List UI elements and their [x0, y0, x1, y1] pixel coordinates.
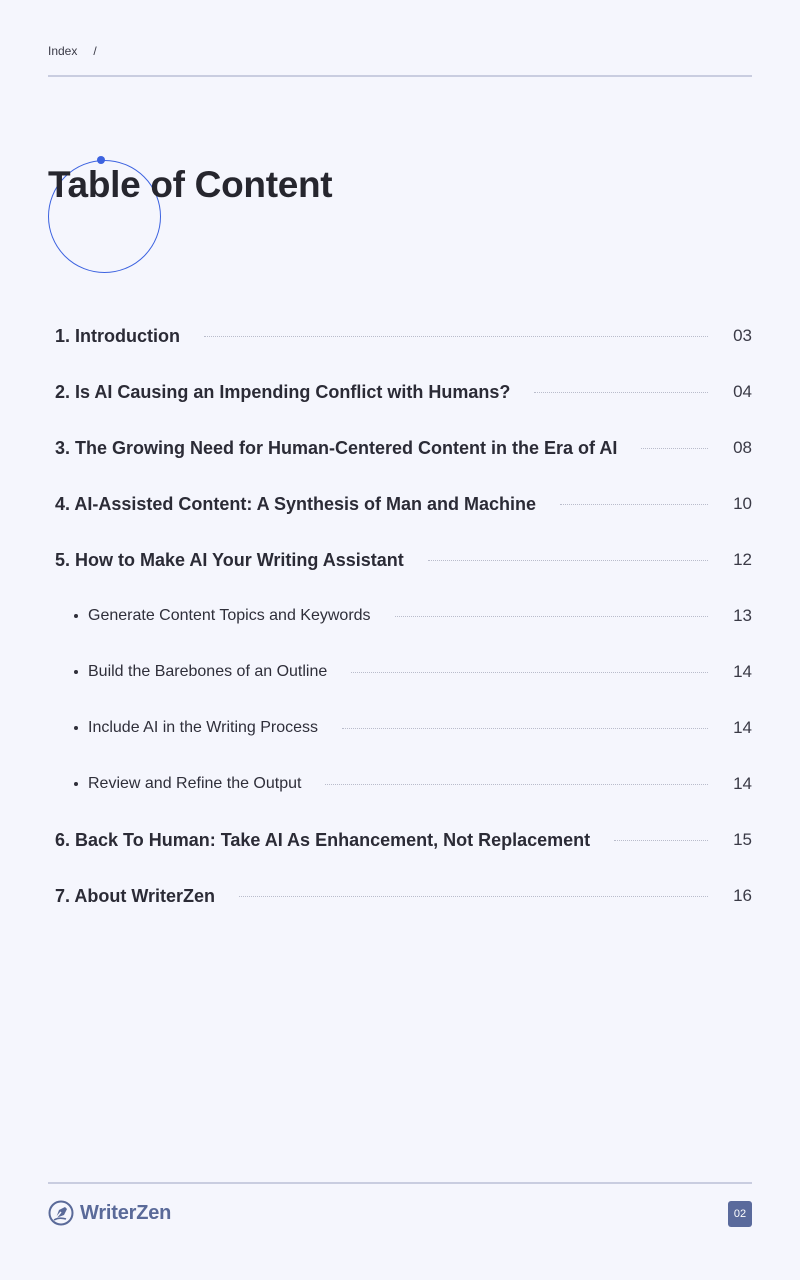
toc-entry-label: 7. About WriterZen	[55, 885, 216, 906]
dotted-leader	[342, 728, 708, 729]
dotted-leader	[534, 392, 708, 393]
toc-entry-label: 6. Back To Human: Take AI As Enhancement, Not Replacement	[55, 829, 591, 850]
dotted-leader	[428, 560, 708, 561]
toc-entry-introduction[interactable]	[55, 308, 752, 364]
bullet-icon	[74, 670, 78, 674]
toc-subentry-page: 14	[733, 718, 752, 737]
footer-divider	[48, 1182, 752, 1184]
toc-subentry-label: Generate Content Topics and Keywords	[88, 607, 371, 624]
toc-entry-writing-assistant[interactable]	[55, 532, 752, 588]
toc-subentry-page: 14	[733, 774, 752, 793]
bullet-icon	[74, 614, 78, 618]
toc-entry-label: 1. Introduction	[55, 325, 180, 346]
writerzen-logo	[48, 1200, 171, 1226]
toc-entry-ai-assisted[interactable]	[55, 476, 752, 532]
bullet-icon	[74, 726, 78, 730]
page-number-badge: 02	[728, 1201, 752, 1227]
page-header	[48, 36, 752, 77]
toc-entry-page: 04	[733, 382, 752, 401]
toc-subentry-writing-process[interactable]	[55, 700, 752, 756]
dotted-leader	[325, 784, 708, 785]
dotted-leader	[239, 896, 708, 897]
toc-entry-conflict[interactable]	[55, 364, 752, 420]
toc-entry-back-to-human[interactable]	[55, 812, 752, 868]
toc-subentry-label: Review and Refine the Output	[88, 775, 302, 792]
decorative-dot	[97, 156, 105, 164]
toc-entry-page: 12	[733, 550, 752, 569]
breadcrumb-index-link[interactable]: Index	[48, 44, 78, 58]
dotted-leader	[204, 336, 708, 337]
logo-text: WriterZen	[80, 1201, 172, 1224]
dotted-leader	[560, 504, 708, 505]
toc-subentry-label: Include AI in the Writing Process	[88, 719, 319, 736]
toc-entry-label: 5. How to Make AI Your Writing Assistant	[55, 549, 404, 570]
toc-entry-page: 08	[733, 438, 752, 457]
toc-entry-page: 10	[733, 494, 752, 513]
toc-entry-page: 03	[733, 326, 752, 345]
bullet-icon	[74, 782, 78, 786]
toc-subentry-page: 13	[733, 606, 752, 625]
table-of-contents	[55, 308, 752, 924]
breadcrumb	[48, 44, 97, 58]
page-title: Table of Content	[48, 164, 333, 205]
toc-subentry-outline[interactable]	[55, 644, 752, 700]
pen-nib-icon	[48, 1200, 74, 1226]
toc-subentry-topics-keywords[interactable]	[55, 588, 752, 644]
toc-entry-page: 16	[733, 886, 752, 905]
toc-entry-human-centered[interactable]	[55, 420, 752, 476]
dotted-leader	[351, 672, 708, 673]
toc-subentry-page: 14	[733, 662, 752, 681]
toc-entry-label: 4. AI-Assisted Content: A Synthesis of Man and Machine	[55, 493, 537, 514]
toc-entry-page: 15	[733, 830, 752, 849]
dotted-leader	[614, 840, 708, 841]
toc-entry-about-writerzen[interactable]	[55, 868, 752, 924]
toc-subentry-label: Build the Barebones of an Outline	[88, 663, 328, 680]
title-block	[48, 158, 448, 278]
toc-entry-label: 3. The Growing Need for Human-Centered Content in the Era of AI	[55, 437, 618, 458]
toc-subentry-review-refine[interactable]	[55, 756, 752, 812]
dotted-leader	[641, 448, 708, 449]
dotted-leader	[395, 616, 708, 617]
breadcrumb-separator: /	[93, 44, 97, 58]
toc-entry-label: 2. Is AI Causing an Impending Conflict with Humans?	[55, 381, 511, 402]
